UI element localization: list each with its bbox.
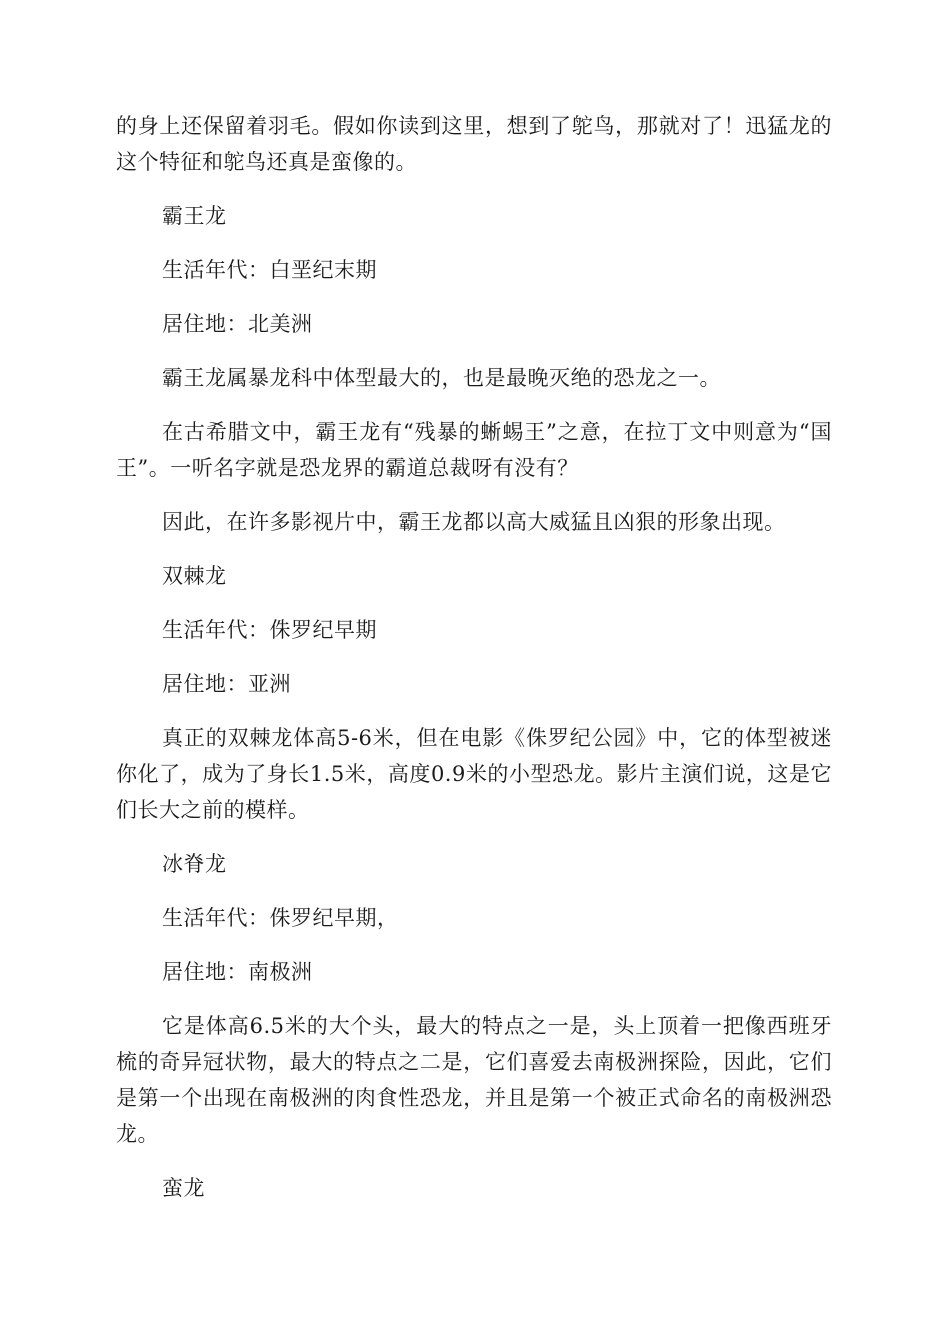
cryolophosaurus-era: 生活年代：侏罗纪早期， bbox=[162, 906, 399, 930]
document-body bbox=[116, 108, 832, 1224]
paragraph-velociraptor-continued: 的身上还保留着羽毛。假如你读到这里，想到了鸵鸟，那就对了！迅猛龙的这个特征和鸵鸟还真是蛮像的。 bbox=[116, 114, 832, 174]
heading-dilophosaurus: 双棘龙 bbox=[162, 564, 227, 588]
tyrannosaurus-description-2: 在古希腊文中，霸王龙有“残暴的蜥蜴王”之意，在拉丁文中则意为“国王”。一听名字就是恐龙界的霸道总裁呀有没有？ bbox=[116, 420, 832, 480]
tyrannosaurus-habitat: 居住地：北美洲 bbox=[162, 312, 313, 336]
tyrannosaurus-era: 生活年代：白垩纪末期 bbox=[162, 258, 377, 282]
heading-tyrannosaurus: 霸王龙 bbox=[162, 204, 227, 228]
dilophosaurus-era: 生活年代：侏罗纪早期 bbox=[162, 618, 377, 642]
dilophosaurus-habitat: 居住地：亚洲 bbox=[162, 672, 291, 696]
dilophosaurus-description: 真正的双棘龙体高5-6米，但在电影《侏罗纪公园》中，它的体型被迷你化了，成为了身长1.5米，高度0.9米的小型恐龙。影片主演们说，这是它们长大之前的模样。 bbox=[116, 726, 832, 822]
cryolophosaurus-habitat: 居住地：南极洲 bbox=[162, 960, 313, 984]
heading-torvosaurus: 蛮龙 bbox=[162, 1176, 205, 1200]
tyrannosaurus-description-1: 霸王龙属暴龙科中体型最大的，也是最晚灭绝的恐龙之一。 bbox=[162, 366, 721, 390]
heading-cryolophosaurus: 冰脊龙 bbox=[162, 852, 227, 876]
cryolophosaurus-description: 它是体高6.5米的大个头，最大的特点之一是，头上顶着一把像西班牙梳的奇异冠状物，最大的特点之二是，它们喜爱去南极洲探险，因此，它们是第一个出现在南极洲的肉食性恐龙，并且是第一个被正式命名的南极洲恐龙。 bbox=[116, 1014, 832, 1146]
tyrannosaurus-description-3: 因此，在许多影视片中，霸王龙都以高大威猛且凶狠的形象出现。 bbox=[162, 510, 786, 534]
